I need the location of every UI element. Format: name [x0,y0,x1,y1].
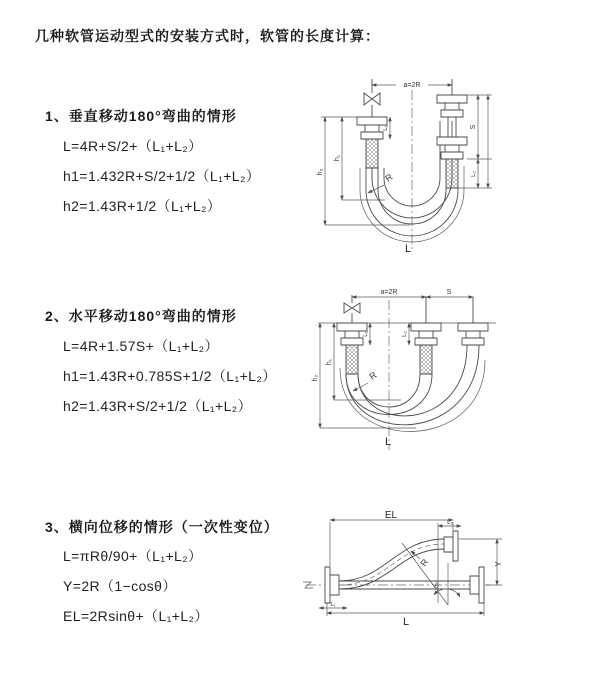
dimension-lines [319,510,503,628]
dim-label-h2: h₂ [317,168,324,176]
hose-loops [340,345,485,432]
length-label: L [404,243,412,255]
braided-hose-section [346,345,358,374]
left-pipe-fitting [357,79,387,168]
radius-label: R [383,171,395,184]
dim-label-a2r: a=2R [403,82,421,89]
page-title: 几种软管运动型式的安装方式时，软管的长度计算： [35,28,380,44]
radius-label: R [367,369,379,382]
section1-formula-h2: h2=1.43R+1/2（L₁+L₂） [63,198,222,214]
dim-label-h1: h₁ [326,358,333,366]
dim-label-h1: h₁ [334,154,341,162]
section2-heading: 2、水平移动180°弯曲的情形 [45,308,237,324]
braided-hose-section [420,345,432,374]
dim-label-s: S [446,289,452,296]
length-label: L [402,616,410,628]
dim-label-l1: L₁ [383,125,389,131]
section3-heading: 3、横向位移的情形（一次性变位） [45,519,279,535]
diagram-lateral-displacement [298,505,600,640]
section1-heading: 1、垂直移动180°弯曲的情形 [45,108,237,124]
left-flange [325,567,339,603]
diagram1-svg [310,66,590,262]
valve-icon [364,93,372,105]
section1-formula-L: L=4R+S/2+（L₁+L₂） [63,138,203,154]
dim-label-l1: L₁ [330,602,336,608]
dim-label-l2: L₂ [402,331,408,337]
diagram-vertical-180-bend [310,66,590,262]
upper-right-flange [444,531,458,561]
diagram-horizontal-180-bend [306,282,598,462]
section2-formula-h1: h1=1.43R+0.785S+1/2（L₁+L₂） [63,368,277,384]
diagram2-svg [306,282,598,462]
radius-label: R [418,557,431,569]
length-label: L [384,436,392,448]
diagram3-svg [298,505,600,640]
braided-hose-section [366,139,378,168]
dim-label-s: S [470,124,477,130]
right-pipe-fitting [458,297,488,345]
section3-formula-L: L=πRθ/90+（L₁+L₂） [63,548,203,564]
center-pipe-fitting [411,297,441,374]
section2-formula-L: L=4R+1.57S+（L₁+L₂） [63,338,219,354]
section3-formula-EL: EL=2Rsinθ+（L₁+L₂） [63,608,209,624]
lower-right-flange [470,567,484,603]
dim-label-l2: L₂ [447,520,453,526]
dim-label-h2: h₂ [312,374,319,382]
section2-formula-h2: h2=1.43R+S/2+1/2（L₁+L₂） [63,398,253,414]
dim-label-el: EL [384,510,398,521]
braided-hose-section [446,159,458,188]
dim-label-a2r: a=2R [380,289,398,296]
dimension-lines [317,82,492,255]
section3-formula-Y: Y=2R（1−cosθ） [63,578,177,594]
dim-label-l1: L₁ [363,331,369,337]
dim-label-y: Y [494,561,503,567]
section1-formula-h1: h1=1.432R+S/2+1/2（L₁+L₂） [63,168,261,184]
valve-icon [344,303,352,313]
angle-theta-label: θ [435,583,439,590]
dim-label-l2: L₂ [471,171,477,177]
